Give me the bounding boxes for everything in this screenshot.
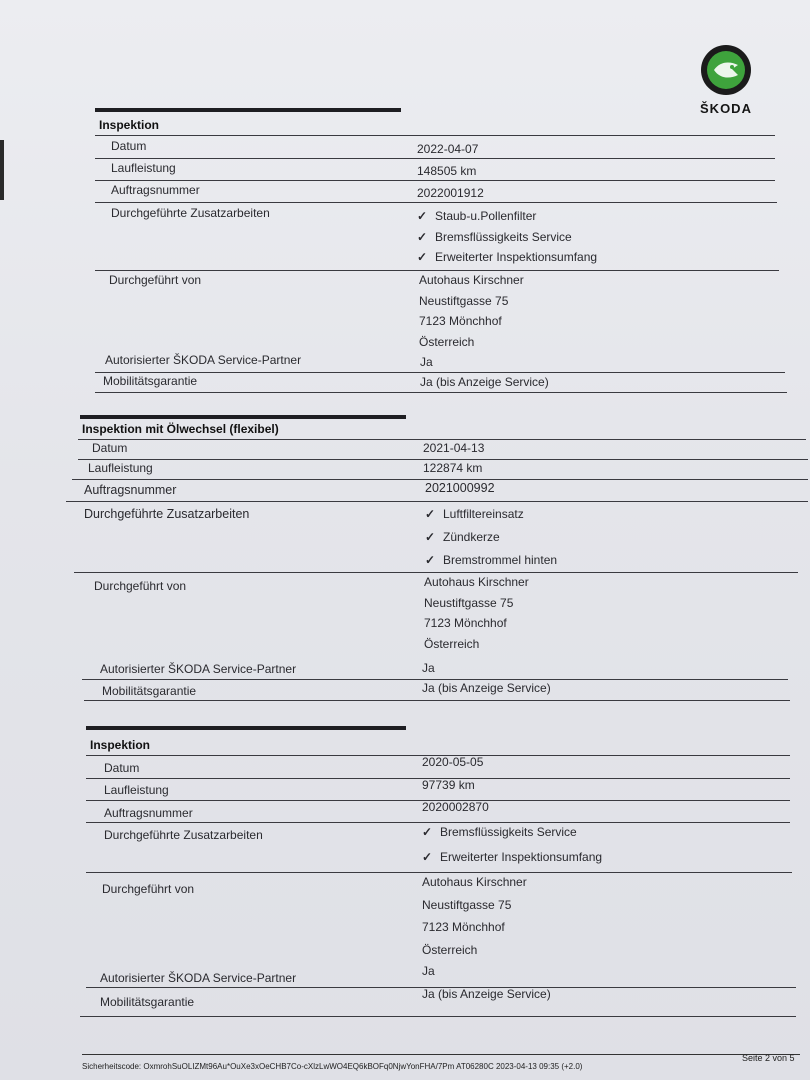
scan-edge-mark (0, 140, 4, 200)
check-icon: ✓ (417, 209, 428, 223)
work-item: ✓ Bremsflüssigkeits Service (417, 229, 572, 244)
check-icon: ✓ (425, 507, 436, 521)
footer-divider (82, 1054, 800, 1055)
work-item: ✓ Luftfiltereinsatz (425, 507, 524, 521)
work-item: ✓ Zündkerze (425, 530, 500, 544)
work-item: ✓ Bremstrommel hinten (425, 553, 558, 567)
document-page: ŠKODA Inspektion Datum 2022-04-07 Laufleistung 148505 km Auftragsnummer 2022001912 Durchgeführte Zusatzarbeiten ✓ Staub-u.Pollenfilter ✓ Bremsflüssigkeits Service ✓ Erweiterter Inspektionsumfang Durchgeführt von Autohaus Kirschner Neustiftgasse 75 7123 Mönchhof Österreich Autorisierter ŠKODA Service-Partner Ja Mobilitätsgarantie Ja (bis Anzeige Service) Inspektion mit Ölwechsel (flexibel) Datum 2021-04-13 Laufleistung 122874 km Auftragsnummer 2021000992 Durchgeführte Zusatzarbeiten ✓ Luftfiltereinsatz ✓ Zündkerze ✓ Bremstrommel hinten Durchgeführt von Autohaus Kirschner Neustiftgasse 75 7123 Mönchhof Österreich Autorisierter ŠKODA Service-Partner Ja Mobilitätsgarantie Ja (bis Anzeige Service) Inspektion Datum 2020-05-05 Laufleistung 97739 km Auftragsnummer 2020002870 Durchgeführte Zusatzarbeiten ✓ Bremsflüssigkeits Service ✓ Erweiterter Inspektionsumfang Durchgeführt von Autohaus Kirschner Neustiftgasse 75 7123 Mönchhof Österreich Autorisierter ŠKODA Service-Partner Ja Mobilitätsgarantie Ja (bis Anzeige Service) Sicherheitscode: OxmrohSuOLIZMt96Au*OuXe3xOeCHB7Co-cXlzLwWO4EQ6kBOFq0NjwYonFHA/7Pm AT06280C 2023-04-13 09:35 (+2.0) Seite 2 von 5 (0, 0, 810, 1080)
work-item: ✓ Erweiterter Inspektionsumfang (417, 250, 598, 264)
page-number: Seite 2 von 5 (742, 1053, 795, 1063)
brand-logo (690, 45, 762, 116)
footer-security-code: Sicherheitscode: OxmrohSuOLIZMt96Au*OuXe3xOeCHB7Co-cXlzLwWO4EQ6kBOFq0NjwYonFHA/7Pm AT06280C 2023-04-13 09:35 (+2.0) (82, 1062, 583, 1071)
check-icon: ✓ (417, 229, 428, 244)
check-icon: ✓ (422, 825, 433, 839)
check-icon: ✓ (425, 530, 436, 544)
skoda-arrow-logo-icon (701, 45, 751, 95)
work-item: ✓ Staub-u.Pollenfilter (417, 209, 537, 223)
section-title: Inspektion (99, 118, 160, 132)
check-icon: ✓ (425, 553, 436, 567)
section-title: Inspektion mit Ölwechsel (flexibel) (82, 422, 279, 436)
work-item: ✓ Erweiterter Inspektionsumfang (422, 850, 603, 864)
check-icon: ✓ (422, 850, 433, 864)
section-title: Inspektion (90, 738, 151, 752)
brand-name: ŠKODA (700, 101, 752, 116)
work-item: ✓ Bremsflüssigkeits Service (422, 825, 577, 839)
check-icon: ✓ (417, 250, 428, 264)
